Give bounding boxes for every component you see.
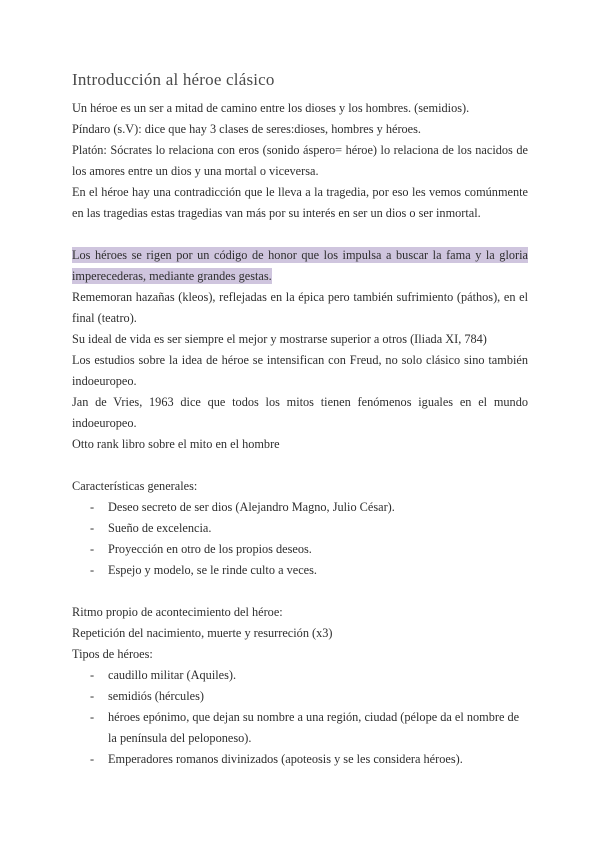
- highlight-text: Los héroes se rigen por un código de honor que los impulsa a buscar la fama y la gloria imperecederas, mediante grandes gestas.: [72, 248, 528, 283]
- dash-marker: -: [90, 710, 95, 724]
- list-item-text: semidiós (hércules): [108, 689, 204, 703]
- paragraph-ideal: Su ideal de vida es ser siempre el mejor y mostrarse superior a otros (Iliada XI, 784): [72, 332, 487, 346]
- list-item-text: caudillo militar (Aquiles).: [108, 668, 237, 682]
- list-item-text: Emperadores romanos divinizados (apoteosis y se les considera héroes).: [108, 752, 463, 766]
- dash-marker: -: [90, 521, 95, 535]
- dash-marker: -: [90, 542, 95, 556]
- paragraph-vries: Jan de Vries, 1963 dice que todos los mitos tienen fenómenos iguales en el mundo indoeuropeo.: [72, 395, 528, 430]
- dash-marker: -: [90, 500, 95, 514]
- intro-paragraph-4: En el héroe hay una contradicción que le lleva a la tragedia, por eso les vemos comúnmente en las tragedias estas tragedias van más por su interés en ser un dios o ser inmortal.: [72, 185, 528, 220]
- caracteristicas-heading: Características generales:: [72, 479, 198, 493]
- spacer: [72, 455, 528, 476]
- document-body: [72, 98, 528, 770]
- list-item: [72, 518, 528, 539]
- ritmo-heading: Ritmo propio de acontecimiento del héroe:: [72, 605, 283, 619]
- intro-paragraph-2: Píndaro (s.V): dice que hay 3 clases de seres:dioses, hombres y héroes.: [72, 122, 422, 136]
- list-item-text: Deseo secreto de ser dios (Alejandro Magno, Julio César).: [108, 500, 395, 514]
- list-item-text: Sueño de excelencia.: [108, 521, 212, 535]
- caracteristicas-list: [72, 497, 528, 581]
- dash-marker: -: [90, 668, 95, 682]
- paragraph-freud: Los estudios sobre la idea de héroe se intensifican con Freud, no solo clásico sino también indoeuropeo.: [72, 353, 528, 388]
- paragraph-kleos: Rememoran hazañas (kleos), reflejadas en la épica pero también sufrimiento (páthos), en el final (teatro).: [72, 290, 528, 325]
- ritmo-line: Repetición del nacimiento, muerte y resurreción (x3): [72, 626, 333, 640]
- list-item: [72, 686, 528, 707]
- list-item: [72, 707, 528, 749]
- list-item-text: Espejo y modelo, se le rinde culto a veces.: [108, 563, 317, 577]
- page-title: Introducción al héroe clásico: [72, 70, 275, 89]
- dash-marker: -: [90, 752, 95, 766]
- list-item: [72, 665, 528, 686]
- list-item: [72, 560, 528, 581]
- dash-marker: -: [90, 563, 95, 577]
- spacer: [72, 581, 528, 602]
- intro-paragraph-1: Un héroe es un ser a mitad de camino entre los dioses y los hombres. (semidios).: [72, 101, 470, 115]
- list-item-text: Proyección en otro de los propios deseos.: [108, 542, 312, 556]
- tipos-heading: Tipos de héroes:: [72, 647, 153, 661]
- dash-marker: -: [90, 689, 95, 703]
- spacer: [72, 224, 528, 245]
- highlighted-paragraph: [72, 245, 528, 287]
- tipos-list: [72, 665, 528, 770]
- list-item: [72, 749, 528, 770]
- list-item-text: héroes epónimo, que dejan su nombre a una región, ciudad (pélope da el nombre de la península del peloponeso).: [108, 710, 520, 745]
- intro-paragraph-3: Platón: Sócrates lo relaciona con eros (sonido áspero= héroe) lo relaciona de los nacidos de los amores entre un dios y una mortal o viceversa.: [72, 143, 528, 178]
- paragraph-otto-rank: Otto rank libro sobre el mito en el hombre: [72, 437, 280, 451]
- list-item: [72, 539, 528, 560]
- list-item: [72, 497, 528, 518]
